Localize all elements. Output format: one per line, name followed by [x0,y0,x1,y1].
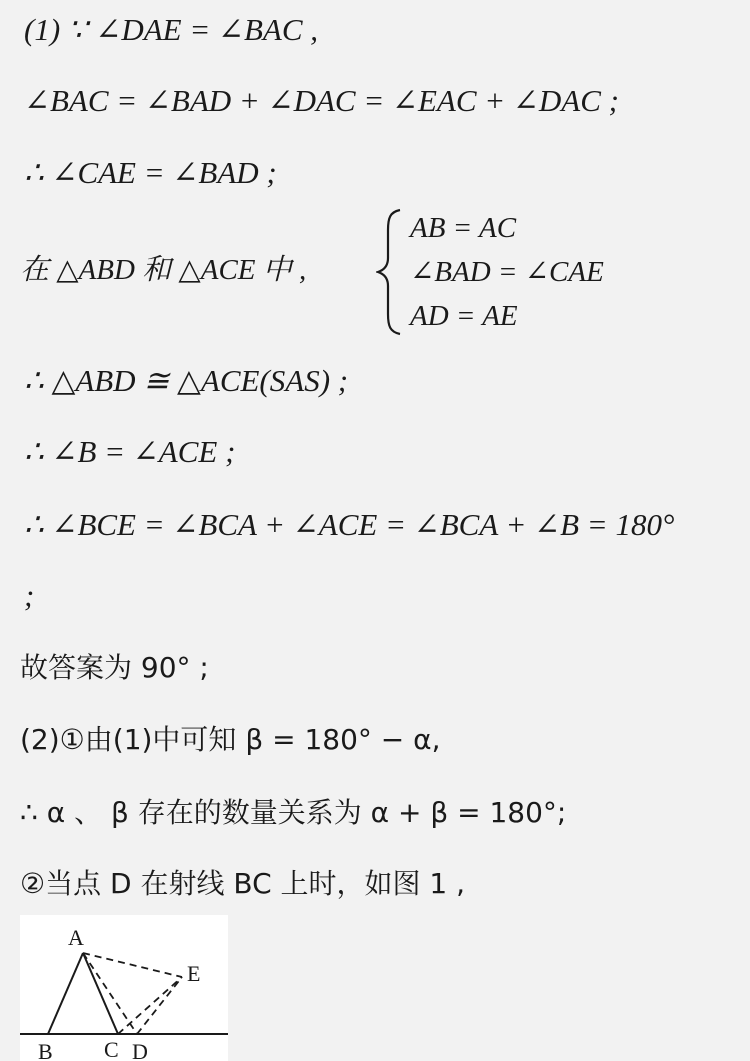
line-9: 故答案为 90° ; [20,651,209,684]
segment-ce [118,977,182,1034]
segment-de [137,977,182,1034]
segment-ab [48,953,83,1034]
geometry-figure [20,915,228,1061]
figure-1-diagram [20,915,228,1061]
line-11: ∴ α 、 β 存在的数量关系为 α + β = 180°; [20,796,567,829]
segment-ae [83,953,182,977]
system-prefix: 在 △ABD 和 △ACE 中 , [20,254,307,286]
line-3: ∴ ∠CAE = ∠BAD ; [24,155,277,190]
line-6: ∴ ∠B = ∠ACE ; [24,434,236,469]
line-5: ∴ △ABD ≅ △ACE(SAS) ; [24,363,349,398]
label-d: D [132,1039,148,1061]
label-c: C [104,1037,119,1061]
label-e: E [187,961,201,986]
system-row-2: ∠BAD = ∠CAE [410,256,604,288]
line-1: (1) ∵ ∠DAE = ∠BAC , [24,12,319,47]
segment-ad [83,953,137,1034]
line-10: (2)①由(1)中可知 β = 180° − α, [20,723,441,756]
system-row-3: AD = AE [410,300,518,332]
line-12: ②当点 D 在射线 BC 上时，如图 1 , [20,867,466,900]
segment-ac [83,953,118,1034]
left-brace-icon [376,208,404,336]
line-2: ∠BAC = ∠BAD + ∠DAC = ∠EAC + ∠DAC ; [24,83,619,118]
label-b: B [38,1039,53,1061]
label-a: A [68,925,84,950]
line-7: ∴ ∠BCE = ∠BCA + ∠ACE = ∠BCA + ∠B = 180° [24,507,675,542]
line-8: ; [24,578,35,613]
system-row-1: AB = AC [410,212,517,244]
